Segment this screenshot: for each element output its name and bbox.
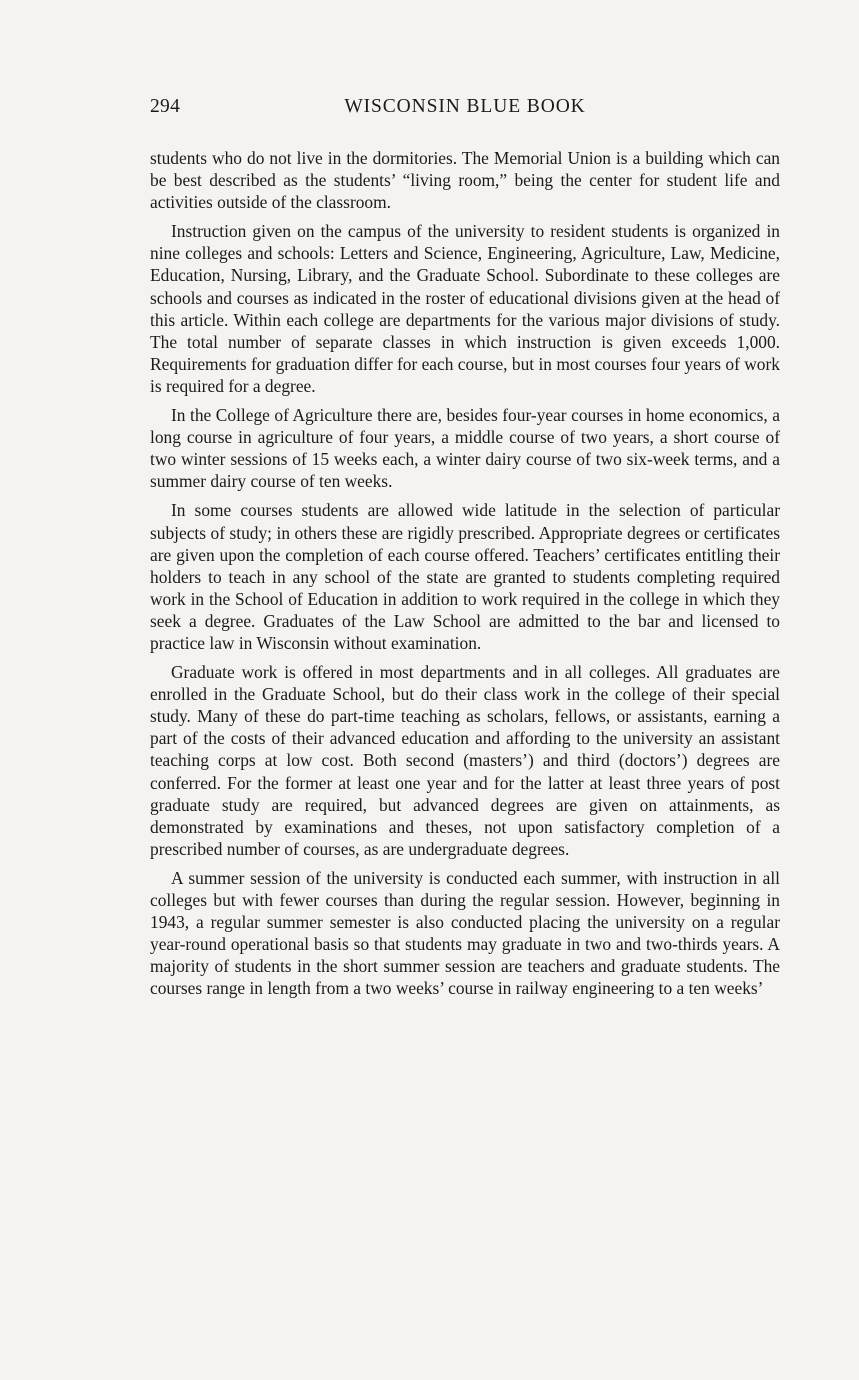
running-title: WISCONSIN BLUE BOOK bbox=[344, 96, 586, 117]
paragraph-graduate-work: Graduate work is offered in most departments and in all colleges. All graduates are enrolled in the Graduate School, but do their class work in the college of their special study. Many of these do part-time teaching as scholars, fellows, or assistants, earning a part of the costs of their advanced education and affording to the university an assistant teaching corps at low cost. Both second (masters’) and third (doctors’) degrees are conferred. For the former at least one year and for the latter at least three years of post graduate study are required, but advanced degrees are given on attainments, as demonstrated by examinations and theses, not upon satisfactory completion of a prescribed number of courses, as are undergraduate degrees. bbox=[150, 662, 780, 859]
running-head bbox=[150, 96, 780, 126]
paragraph-colleges-and-schools: Instruction given on the campus of the university to resident students is organized in nine colleges and schools: Letters and Science, Engineering, Agriculture, Law, Medicine, Education, Nursing, Library, and the Graduate School. Subordinate to these colleges are schools and courses as indicated in the roster of educational divisions given at the head of this article. Within each college are departments for the various major divisions of study. The total number of separate classes in which instruction is given exceeds 1,000. Requirements for graduation differ for each course, but in most courses four years of work is required for a degree. bbox=[150, 221, 780, 396]
paragraph-agriculture-courses: In the College of Agriculture there are, besides four-year courses in home economics, a long course in agriculture of four years, a middle course of two years, a short course of two winter sessions of 15 weeks each, a winter dairy course of two six-week terms, and a summer dairy course of ten weeks. bbox=[150, 405, 780, 492]
body-text bbox=[150, 147, 780, 999]
book-page bbox=[150, 96, 780, 1006]
paragraph-summer-session: A summer session of the university is conducted each summer, with instruction in all colleges but with fewer courses than during the regular session. However, beginning in 1943, a regular summer semester is also conducted placing the university on a regular year-round operational basis so that students may graduate in two and two-thirds years. A majority of students in the short summer session are teachers and graduate students. The courses range in length from a two weeks’ course in railway engineering to a ten weeks’ bbox=[150, 867, 780, 999]
paragraph-dormitories-continued: students who do not live in the dormitories. The Memorial Union is a building which can be best described as the students’ “living room,” being the center for student life and activities outside of the classroom. bbox=[150, 148, 780, 213]
paragraph-degrees-certificates: In some courses students are allowed wide latitude in the selection of particular subjects of study; in others these are rigidly prescribed. Appropriate degrees or certificates are given upon the completion of each course offered. Teachers’ certificates entitling their holders to teach in any school of the state are granted to students completing required work in the School of Education in addition to work required in the college in which they seek a degree. Graduates of the Law School are admitted to the bar and licensed to practice law in Wisconsin without examination. bbox=[150, 500, 780, 653]
page-number: 294 bbox=[150, 96, 181, 117]
